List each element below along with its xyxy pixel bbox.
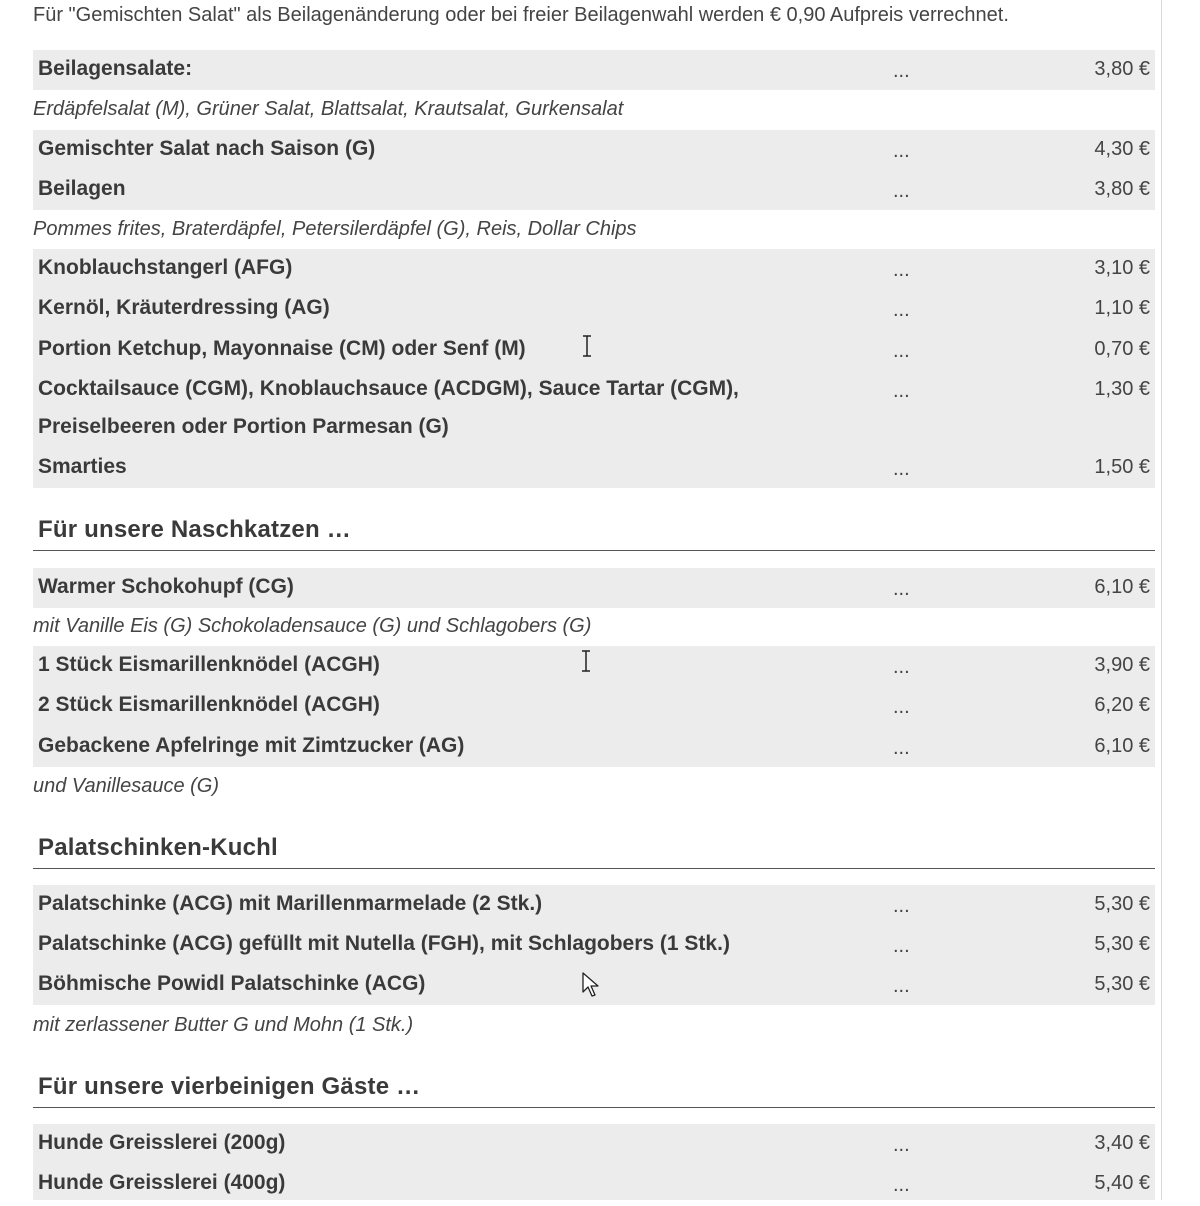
item-dots: ... [893,340,910,362]
item-name: Gebackene Apfelringe mit Zimtzucker (AG) [38,734,465,757]
item-price: 5,30 € [1094,973,1150,995]
menu-item-palatschinke-nutella [33,925,1155,965]
item-price: 3,80 € [1094,58,1150,80]
item-description: und Vanillesauce (G) [33,775,220,797]
menu-item-hunde-200g [33,1124,1155,1164]
item-price: 1,30 € [1094,378,1150,400]
surcharge-note: Für "Gemischten Salat" als Beilagenänderung oder bei freier Beilagenwahl werden € 0,90 Aufpreis verrechnet. [33,4,1009,26]
item-dots: ... [893,1174,910,1196]
item-price: 3,10 € [1094,257,1150,279]
menu-item-smarties [33,448,1155,488]
item-name: 2 Stück Eismarillenknödel (ACGH) [38,693,380,716]
item-dots: ... [893,1134,910,1156]
item-description: Erdäpfelsalat (M), Grüner Salat, Blattsalat, Krautsalat, Gurkensalat [33,98,624,120]
item-dots: ... [893,696,910,718]
item-dots: ... [893,380,910,402]
item-dots: ... [893,895,910,917]
menu-item-gemischter-salat [33,130,1155,170]
menu-item-kernoel [33,289,1155,330]
item-dots: ... [893,60,910,82]
menu-item-beilagen [33,170,1155,210]
item-price: 5,40 € [1094,1172,1150,1194]
item-name: Beilagen [38,177,126,200]
item-price: 1,10 € [1094,297,1150,319]
item-price: 6,10 € [1094,735,1150,757]
menu-item-eismarillenknoedel-2 [33,686,1155,727]
section-heading-vierbeiner: Für unsere vierbeinigen Gäste … [38,1073,421,1100]
item-name: Knoblauchstangerl (AFG) [38,256,293,279]
menu-item-hunde-400g [33,1164,1155,1200]
item-price: 5,30 € [1094,893,1150,915]
item-name: Böhmische Powidl Palatschinke (ACG) [38,972,426,995]
item-name: Hunde Greisslerei (400g) [38,1171,286,1194]
menu-item-beilagensalate [33,50,1155,90]
item-description: Pommes frites, Braterdäpfel, Petersilerdäpfel (G), Reis, Dollar Chips [33,218,637,240]
item-dots: ... [893,180,910,202]
section-divider [33,868,1155,869]
menu-item-schokohupf [33,568,1155,608]
item-name: Palatschinke (ACG) gefüllt mit Nutella (FGH), mit Schlagobers (1 Stk.) [38,932,730,955]
item-name: Warmer Schokohupf (CG) [38,575,294,598]
item-name: Kernöl, Kräuterdressing (AG) [38,296,330,319]
menu-item-palatschinke-marmelade [33,885,1155,925]
item-price: 3,40 € [1094,1132,1150,1154]
item-name: Cocktailsauce (CGM), Knoblauchsauce (ACDGM), Sauce Tartar (CGM), Preiselbeeren oder Portion Parmesan (G) [38,377,739,438]
menu-item-eismarillenknoedel-1 [33,646,1155,686]
menu-item-ketchup [33,330,1155,370]
item-price: 1,50 € [1094,456,1150,478]
mouse-pointer-icon [582,972,600,998]
section-divider [33,1107,1155,1108]
item-name: Beilagensalate: [38,57,193,80]
item-name: Smarties [38,455,127,478]
item-price: 6,20 € [1094,694,1150,716]
item-name: Portion Ketchup, Mayonnaise (CM) oder Senf (M) [38,337,526,360]
item-price: 6,10 € [1094,576,1150,598]
item-dots: ... [893,259,910,281]
item-name: Gemischter Salat nach Saison (G) [38,137,376,160]
section-heading-naschkatzen: Für unsere Naschkatzen … [38,516,351,543]
menu-item-apfelringe [33,727,1155,767]
item-dots: ... [893,140,910,162]
item-description: mit Vanille Eis (G) Schokoladensauce (G) und Schlagobers (G) [33,615,592,637]
item-price: 5,30 € [1094,933,1150,955]
item-description: mit zerlassener Butter G und Mohn (1 Stk.) [33,1014,414,1036]
section-divider [33,550,1155,551]
item-dots: ... [893,299,910,321]
item-name: Hunde Greisslerei (200g) [38,1131,286,1154]
menu-item-knoblauchstangerl [33,249,1155,289]
item-dots: ... [893,656,910,678]
item-dots: ... [893,737,910,759]
item-dots: ... [893,975,910,997]
item-price: 4,30 € [1094,138,1150,160]
item-name: Palatschinke (ACG) mit Marillenmarmelade (2 Stk.) [38,892,543,915]
item-name: 1 Stück Eismarillenknödel (ACGH) [38,653,380,676]
page-border [1161,0,1162,1200]
menu-item-saucen [33,370,1155,448]
section-heading-palatschinken: Palatschinken-Kuchl [38,834,278,861]
item-dots: ... [893,578,910,600]
text-cursor-icon [581,650,591,672]
item-price: 3,80 € [1094,178,1150,200]
item-price: 0,70 € [1094,338,1150,360]
item-dots: ... [893,458,910,480]
text-cursor-icon [582,335,592,357]
item-price: 3,90 € [1094,654,1150,676]
item-dots: ... [893,935,910,957]
